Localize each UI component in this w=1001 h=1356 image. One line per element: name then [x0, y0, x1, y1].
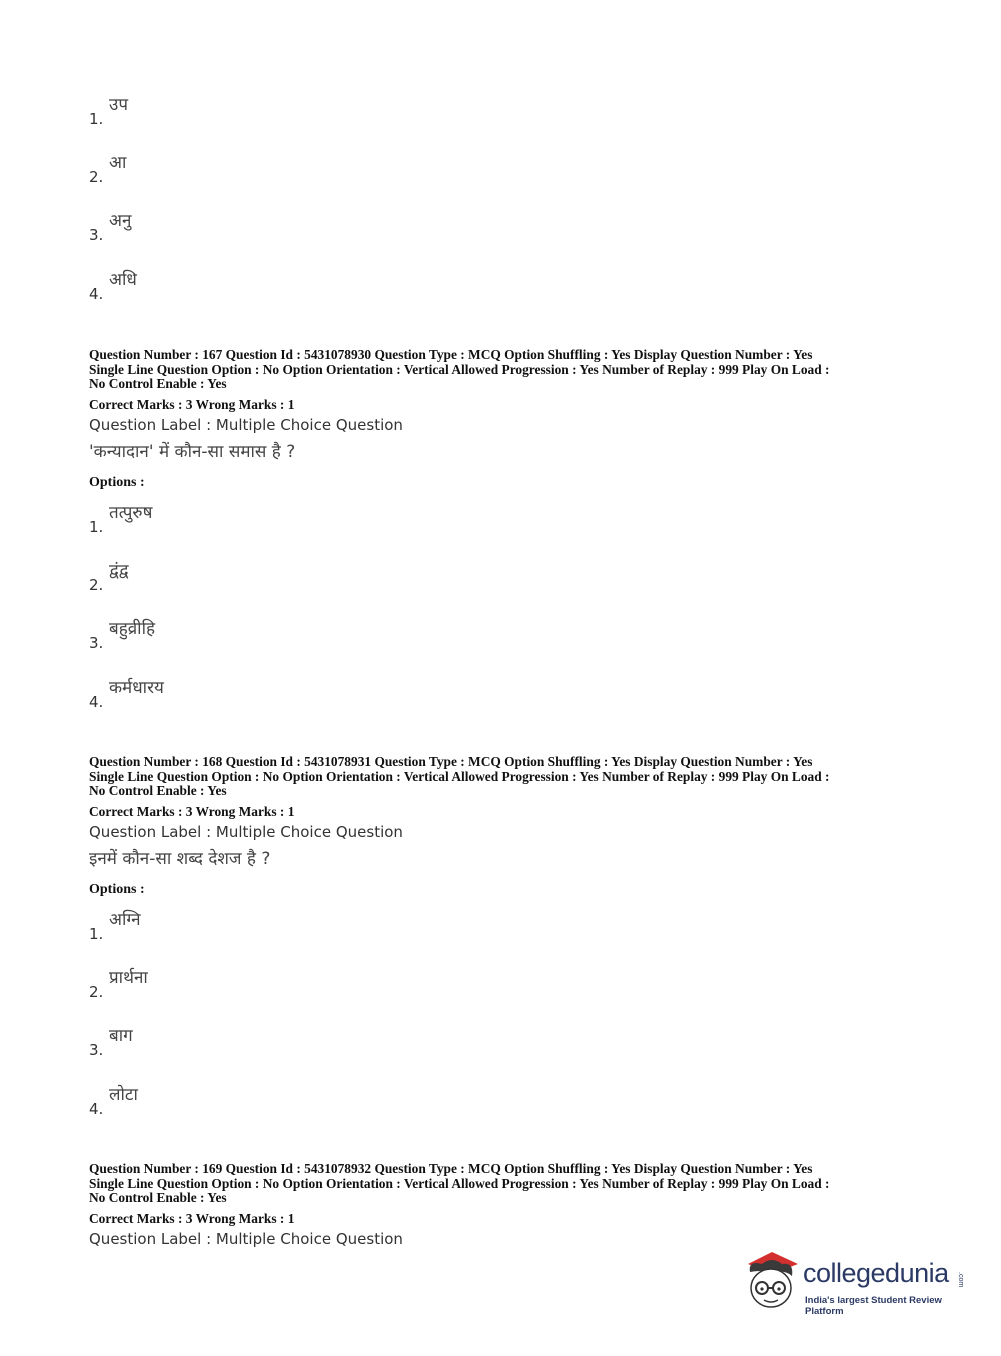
question-label: Question Label : Multiple Choice Question	[89, 1229, 403, 1248]
option-text: उप	[109, 95, 128, 115]
meta-line: Question Number : 169 Question Id : 5431078932 Question Type : MCQ Option Shuffling : Yes Display Question Number : Yes	[89, 1161, 813, 1176]
options-heading: Options :	[89, 881, 145, 897]
option-text: अग्नि	[109, 910, 141, 930]
option-number: 4.	[89, 693, 104, 711]
question-meta	[89, 348, 919, 392]
option-number: 2.	[89, 576, 104, 594]
meta-line: No Control Enable : Yes	[89, 376, 227, 392]
option-number: 1.	[89, 518, 104, 536]
question-marks: Correct Marks : 3 Wrong Marks : 1	[89, 803, 295, 819]
question-label: Question Label : Multiple Choice Question	[89, 822, 403, 841]
option-text: बाग	[109, 1026, 133, 1046]
option-number: 1.	[89, 110, 104, 128]
logo-wordmark: collegedunia	[803, 1258, 949, 1288]
question-text: 'कन्यादान' में कौन-सा समास है ?	[89, 441, 296, 462]
question-marks: Correct Marks : 3 Wrong Marks : 1	[89, 1210, 295, 1226]
option-number: 4.	[89, 1100, 104, 1118]
meta-line: No Control Enable : Yes	[89, 783, 227, 799]
option-number: 3.	[89, 634, 104, 652]
option-number: 4.	[89, 285, 104, 303]
meta-line: No Control Enable : Yes	[89, 1190, 227, 1206]
collegedunia-logo	[742, 1250, 972, 1320]
option-text: अधि	[109, 270, 137, 290]
option-text: अनु	[109, 211, 132, 231]
option-text: आ	[109, 153, 127, 173]
option-number: 1.	[89, 925, 104, 943]
question-marks: Correct Marks : 3 Wrong Marks : 1	[89, 396, 295, 412]
option-number: 2.	[89, 168, 104, 186]
question-meta	[89, 1162, 919, 1206]
option-text: लोटा	[109, 1085, 138, 1105]
question-meta	[89, 755, 919, 799]
meta-line: Single Line Question Option : No Option Orientation : Vertical Allowed Progression : Yes Number of Replay : 999 Play On Load :	[89, 361, 830, 377]
question-label: Question Label : Multiple Choice Question	[89, 415, 403, 434]
question-167	[89, 348, 919, 491]
logo-suffix: .com	[957, 1272, 964, 1288]
options-heading: Options :	[89, 474, 145, 490]
option-text: बहुव्रीहि	[109, 619, 156, 639]
option-number: 2.	[89, 983, 104, 1001]
meta-line: Question Number : 168 Question Id : 5431078931 Question Type : MCQ Option Shuffling : Yes Display Question Number : Yes	[89, 754, 813, 769]
meta-line: Single Line Question Option : No Option Orientation : Vertical Allowed Progression : Yes Number of Replay : 999 Play On Load :	[89, 1175, 830, 1191]
option-text: तत्पुरुष	[109, 503, 153, 523]
logo-tagline: India's largest Student Review Platform	[805, 1295, 942, 1317]
meta-line: Question Number : 167 Question Id : 5431078930 Question Type : MCQ Option Shuffling : Yes Display Question Number : Yes	[89, 347, 813, 362]
question-169	[89, 1162, 919, 1249]
option-text: कर्मधारय	[109, 678, 164, 698]
meta-line: Single Line Question Option : No Option Orientation : Vertical Allowed Progression : Yes Number of Replay : 999 Play On Load :	[89, 768, 830, 784]
option-number: 3.	[89, 1041, 104, 1059]
option-text: द्वंद्व	[109, 561, 129, 581]
option-text: प्रार्थना	[109, 968, 148, 988]
option-number: 3.	[89, 226, 104, 244]
question-168	[89, 755, 919, 898]
mascot-icon	[742, 1250, 802, 1312]
question-text: इनमें कौन-सा शब्द देशज है ?	[89, 848, 271, 869]
